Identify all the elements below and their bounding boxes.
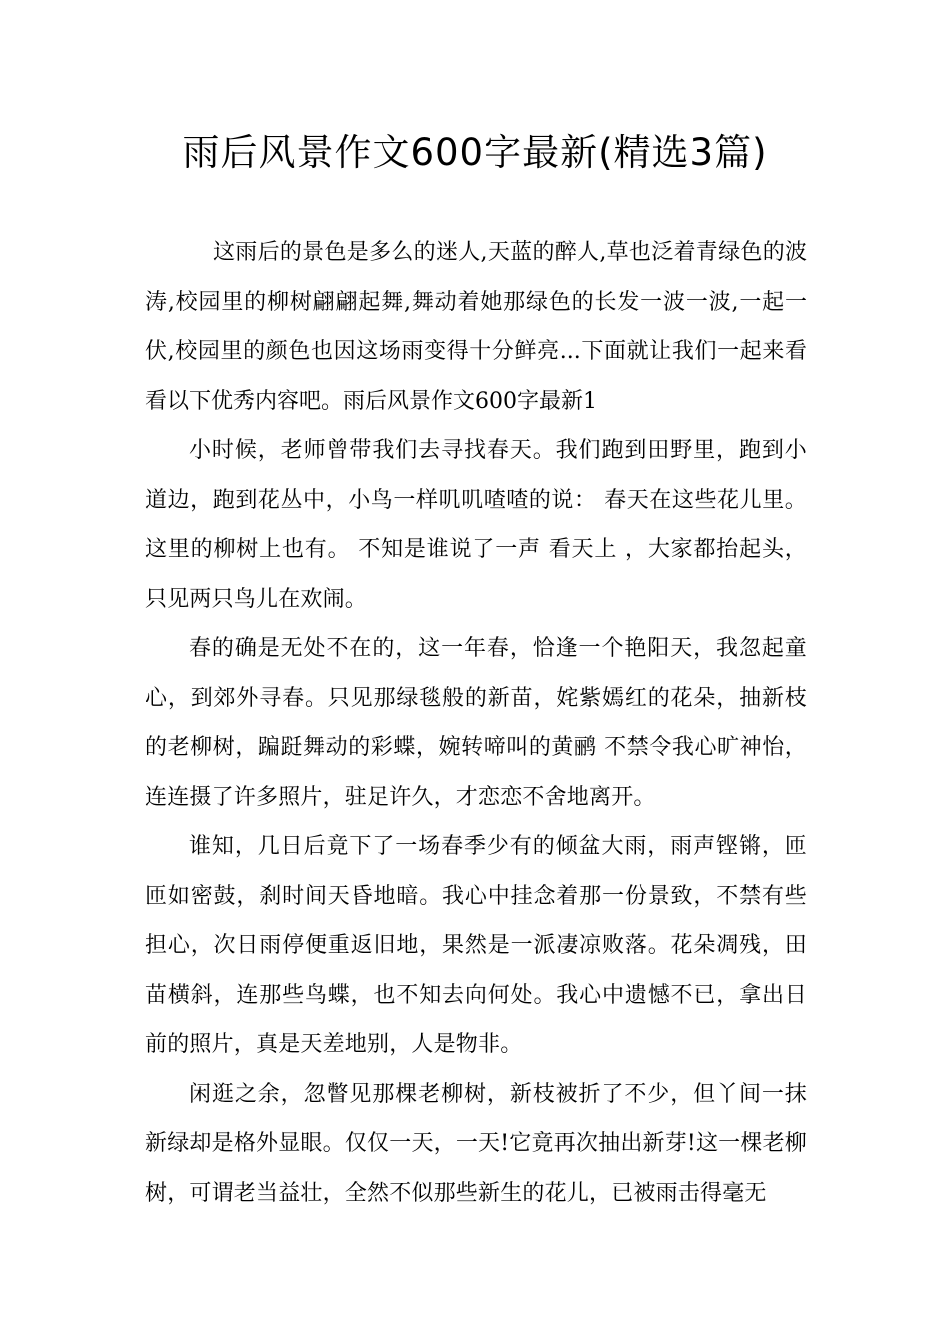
document-title: 雨后风景作文600字最新(精选3篇)	[182, 131, 768, 174]
paragraph-heavy-rain: 谁知，几日后竟下了一场春季少有的倾盆大雨，雨声铿锵，匝匝如密鼓，刹时间天昏地暗。我心中挂念着那一份景致，不禁有些担心，次日雨停便重返旧地，果然是一派凄凉败落。花朵凋残，田苗横斜，连那些鸟蝶，也不知去向何处。我心中遗憾不已，拿出日前的照片，真是天差地别，人是物非。	[145, 834, 807, 1057]
paragraph-childhood-spring: 小时候，老师曾带我们去寻找春天。我们跑到田野里，跑到小道边，跑到花丛中，小鸟一样叽叽喳喳的说： 春天在这些花儿里。这里的柳树上也有。 不知是谁说了一声 看天上 ，大家都抬起头，只见两只鸟儿在欢闹。	[145, 438, 807, 612]
paragraph-spring-outing: 春的确是无处不在的，这一年春，恰逢一个艳阳天，我忽起童心，到郊外寻春。只见那绿毯般的新苗，姹紫嫣红的花朵，抽新枝的老柳树，蹁跹舞动的彩蝶，婉转啼叫的黄鹂 不禁令我心旷神怡，连连摄了许多照片，驻足许久，才恋恋不舍地离开。	[145, 636, 807, 810]
intro-paragraph: 这雨后的景色是多么的迷人,天蓝的醉人,草也泛着青绿色的波涛,校园里的柳树翩翩起舞,舞动着她那绿色的长发一波一波,一起一伏,校园里的颜色也因这场雨变得十分鲜亮...下面就让我们一起来看看以下优秀内容吧。雨后风景作文600字最新1	[145, 240, 807, 414]
document-body	[145, 228, 807, 1218]
paragraph-old-willow: 闲逛之余，忽瞥见那棵老柳树，新枝被折了不少，但丫间一抹新绿却是格外显眼。仅仅一天，一天!它竟再次抽出新芽!这一棵老柳树，可谓老当益壮，全然不似那些新生的花儿，已被雨击得毫无	[145, 1081, 807, 1206]
